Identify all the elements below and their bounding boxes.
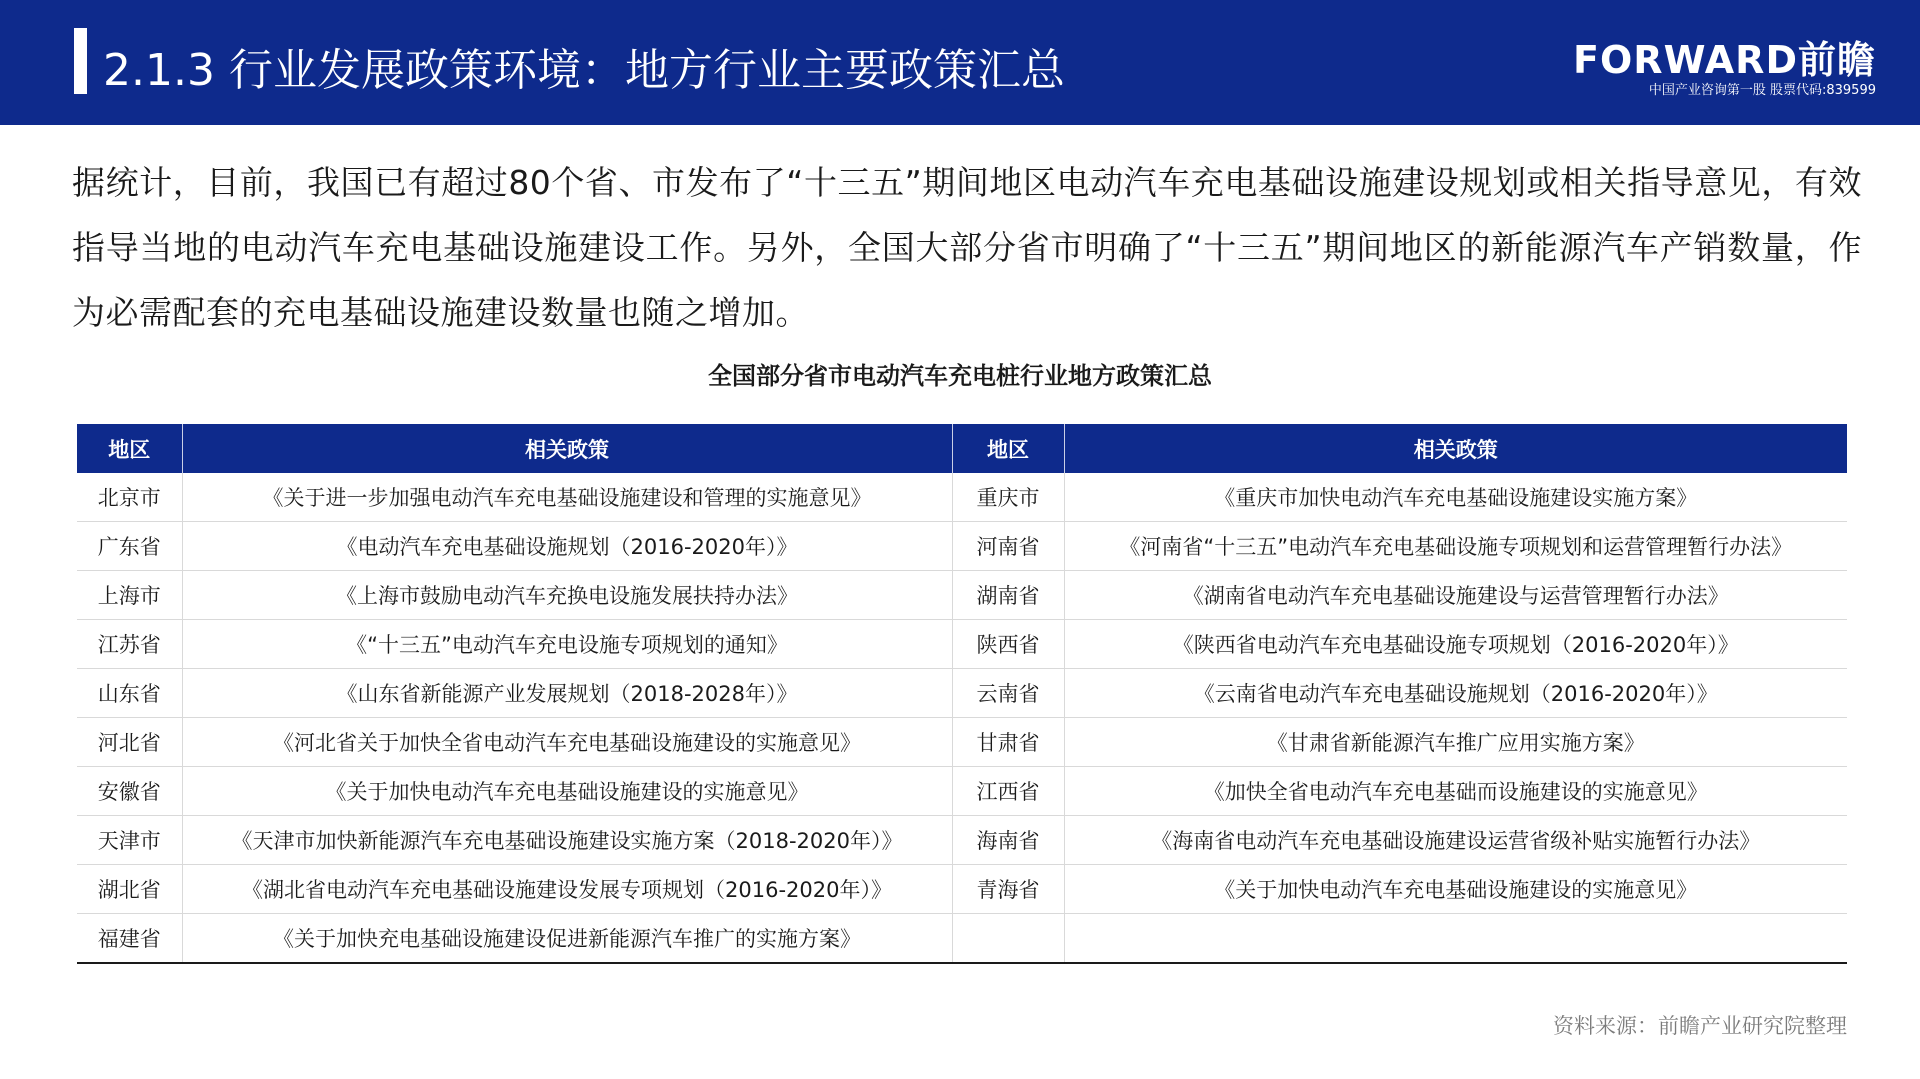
policy-cell: 《关于进一步加强电动汽车充电基础设施建设和管理的实施意见》: [182, 473, 952, 522]
header-policy-right: 相关政策: [1064, 424, 1847, 473]
policy-cell: 《关于加快电动汽车充电基础设施建设的实施意见》: [182, 767, 952, 816]
policy-cell: 《加快全省电动汽车充电基础而设施建设的实施意见》: [1064, 767, 1847, 816]
region-cell: 重庆市: [952, 473, 1064, 522]
region-cell: 天津市: [77, 816, 182, 865]
page-title: 2.1.3 行业发展政策环境：地方行业主要政策汇总: [103, 45, 1065, 96]
logo-tagline: 中国产业咨询第一股 股票代码:839599: [1648, 83, 1876, 98]
header-region-left: 地区: [77, 424, 182, 473]
region-cell: [952, 914, 1064, 964]
region-cell: 陕西省: [952, 620, 1064, 669]
region-cell: 甘肃省: [952, 718, 1064, 767]
region-cell: 北京市: [77, 473, 182, 522]
policy-cell: 《河南省“十三五”电动汽车充电基础设施专项规划和运营管理暂行办法》: [1064, 522, 1847, 571]
region-cell: 安徽省: [77, 767, 182, 816]
region-cell: 河南省: [952, 522, 1064, 571]
source-note: 资料来源：前瞻产业研究院整理: [1553, 1014, 1847, 1038]
region-cell: 海南省: [952, 816, 1064, 865]
table-row: [77, 914, 1847, 964]
table-row: [77, 473, 1847, 522]
policy-cell: 《河北省关于加快全省电动汽车充电基础设施建设的实施意见》: [182, 718, 952, 767]
region-cell: 山东省: [77, 669, 182, 718]
policy-table: [77, 424, 1847, 964]
table-row: [77, 571, 1847, 620]
region-cell: 湖南省: [952, 571, 1064, 620]
region-cell: 广东省: [77, 522, 182, 571]
policy-cell: 《天津市加快新能源汽车充电基础设施建设实施方案（2018-2020年）》: [182, 816, 952, 865]
policy-cell: 《“十三五”电动汽车充电设施专项规划的通知》: [182, 620, 952, 669]
forward-logo: [1556, 40, 1876, 100]
policy-cell: 《湖南省电动汽车充电基础设施建设与运营管理暂行办法》: [1064, 571, 1847, 620]
policy-cell: 《关于加快电动汽车充电基础设施建设的实施意见》: [1064, 865, 1847, 914]
policy-cell: 《重庆市加快电动汽车充电基础设施建设实施方案》: [1064, 473, 1847, 522]
region-cell: 河北省: [77, 718, 182, 767]
header-region-right: 地区: [952, 424, 1064, 473]
policy-cell: 《云南省电动汽车充电基础设施规划（2016-2020年）》: [1064, 669, 1847, 718]
region-cell: 湖北省: [77, 865, 182, 914]
policy-cell: 《陕西省电动汽车充电基础设施专项规划（2016-2020年）》: [1064, 620, 1847, 669]
region-cell: 福建省: [77, 914, 182, 964]
intro-paragraph: 据统计，目前，我国已有超过80个省、市发布了“十三五”期间地区电动汽车充电基础设施建设规划或相关指导意见，有效指导当地的电动汽车充电基础设施建设工作。另外，全国大部分省市明确了“十三五”期间地区的新能源汽车产销数量，作为必需配套的充电基础设施建设数量也随之增加。: [72, 163, 1862, 332]
policy-cell: 《上海市鼓励电动汽车充换电设施发展扶持办法》: [182, 571, 952, 620]
region-cell: 江西省: [952, 767, 1064, 816]
policy-cell: 《山东省新能源产业发展规划（2018-2028年）》: [182, 669, 952, 718]
policy-cell: [1064, 914, 1847, 964]
region-cell: 上海市: [77, 571, 182, 620]
table-row: [77, 522, 1847, 571]
region-cell: 江苏省: [77, 620, 182, 669]
policy-cell: 《甘肃省新能源汽车推广应用实施方案》: [1064, 718, 1847, 767]
table-row: [77, 718, 1847, 767]
region-cell: 青海省: [952, 865, 1064, 914]
policy-cell: 《海南省电动汽车充电基础设施建设运营省级补贴实施暂行办法》: [1064, 816, 1847, 865]
header-banner: [0, 0, 1920, 125]
table-row: [77, 865, 1847, 914]
header-policy-left: 相关政策: [182, 424, 952, 473]
table-row: [77, 620, 1847, 669]
policy-cell: 《电动汽车充电基础设施规划（2016-2020年）》: [182, 522, 952, 571]
table-header-row: [77, 424, 1847, 473]
table-row: [77, 767, 1847, 816]
region-cell: 云南省: [952, 669, 1064, 718]
policy-cell: 《关于加快充电基础设施建设促进新能源汽车推广的实施方案》: [182, 914, 952, 964]
policy-cell: 《湖北省电动汽车充电基础设施建设发展专项规划（2016-2020年）》: [182, 865, 952, 914]
table-row: [77, 816, 1847, 865]
table-row: [77, 669, 1847, 718]
table-title: 全国部分省市电动汽车充电桩行业地方政策汇总: [708, 362, 1212, 390]
logo-wordmark: FORWARD前瞻: [1573, 38, 1876, 82]
title-accent-bar: [74, 28, 87, 94]
